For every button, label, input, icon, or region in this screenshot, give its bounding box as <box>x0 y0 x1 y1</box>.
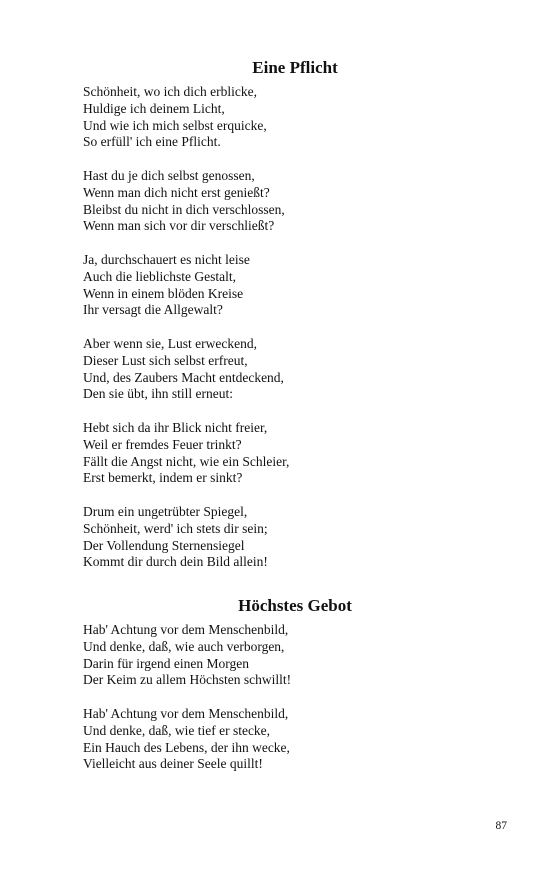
stanza-2-1 <box>83 622 291 689</box>
verse-line: Ein Hauch des Lebens, der ihn wecke, <box>83 739 290 755</box>
poem-title-eine-pflicht: Eine Pflicht <box>252 58 338 77</box>
poem-title-hoechstes-gebot: Höchstes Gebot <box>238 596 352 615</box>
verse-line: Der Keim zu allem Höchsten schwillt! <box>83 672 292 688</box>
verse-line: Bleibst du nicht in dich verschlossen, <box>83 201 285 217</box>
verse-line: Weil er fremdes Feuer trinkt? <box>83 436 242 452</box>
verse-line: Wenn man dich nicht erst genießt? <box>83 184 270 200</box>
verse-line: Drum ein ungetrübter Spiegel, <box>83 504 248 519</box>
verse-line: Vielleicht aus deiner Seele quillt! <box>83 756 263 772</box>
verse-line: Huldige ich deinem Licht, <box>83 100 225 116</box>
verse-line: Schönheit, werd' ich stets dir sein; <box>83 520 268 536</box>
verse-line: Und denke, daß, wie tief er stecke, <box>83 722 271 738</box>
verse-line: Ihr versagt die Allgewalt? <box>83 302 223 318</box>
verse-line: Auch die lieblichste Gestalt, <box>83 268 236 284</box>
verse-line: Aber wenn sie, Lust erweckend, <box>83 336 257 351</box>
stanza-1-6 <box>83 504 268 571</box>
stanza-1-4 <box>83 336 284 403</box>
verse-line: Dieser Lust sich selbst erfreut, <box>83 352 248 368</box>
stanza-1-3 <box>83 252 250 319</box>
stanza-1-1 <box>83 84 267 151</box>
verse-line: Und wie ich mich selbst erquicke, <box>83 117 267 133</box>
verse-line: Kommt dir durch dein Bild allein! <box>83 554 268 570</box>
verse-line: Fällt die Angst nicht, wie ein Schleier, <box>83 453 290 469</box>
verse-line: Den sie übt, ihn still erneut: <box>83 386 233 402</box>
verse-line: Der Vollendung Sternensiegel <box>83 537 245 553</box>
stanza-1-5 <box>83 420 289 487</box>
verse-line: So erfüll' ich eine Pflicht. <box>83 134 221 150</box>
stanza-1-2 <box>83 168 285 235</box>
verse-line: Hast du je dich selbst genossen, <box>83 168 255 183</box>
verse-line: Wenn man sich vor dir verschließt? <box>83 218 275 234</box>
verse-line: Hab' Achtung vor dem Menschenbild, <box>83 706 289 721</box>
verse-line: Und, des Zaubers Macht entdeckend, <box>83 369 284 385</box>
verse-line: Schönheit, wo ich dich erblicke, <box>83 84 257 99</box>
verse-line: Hab' Achtung vor dem Menschenbild, <box>83 622 289 637</box>
verse-line: Hebt sich da ihr Blick nicht freier, <box>83 420 268 435</box>
page-number: 87 <box>495 820 507 832</box>
verse-line: Darin für irgend einen Morgen <box>83 655 249 671</box>
verse-line: Erst bemerkt, indem er sinkt? <box>83 470 243 486</box>
stanza-2-2 <box>83 706 290 773</box>
verse-line: Wenn in einem blöden Kreise <box>83 285 244 301</box>
verse-line: Und denke, daß, wie auch verborgen, <box>83 638 285 654</box>
verse-line: Ja, durchschauert es nicht leise <box>83 252 250 267</box>
